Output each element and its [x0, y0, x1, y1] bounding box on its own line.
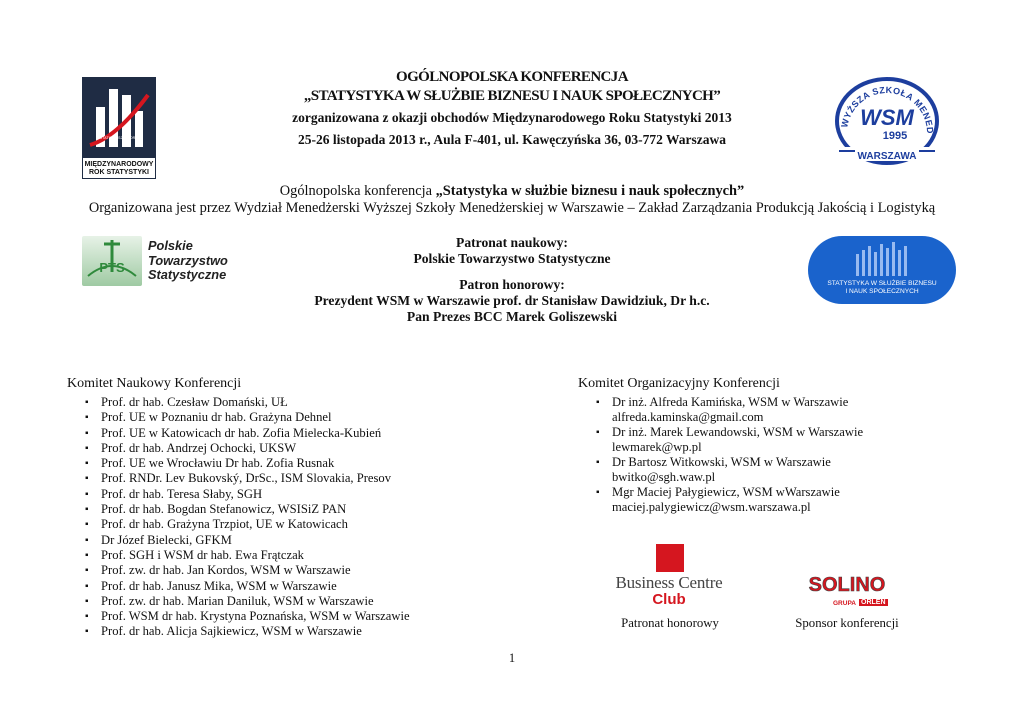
list-item: ▪ Prof. UE we Wrocławiu Dr hab. Zofia Rusnak: [67, 456, 507, 471]
patrons: [250, 235, 774, 325]
conference-logo: [808, 236, 956, 304]
conference-logo-line2: I NAUK SPOŁECZNYCH: [845, 288, 919, 295]
list-item: ▪ Prof. dr hab. Bogdan Stefanowicz, WSISiZ PAN: [67, 502, 507, 517]
member-name: Dr inż. Alfreda Kamińska, WSM w Warszawie: [612, 395, 849, 409]
pts-letters: PTS: [99, 260, 125, 275]
list-item: ▪ Prof. RNDr. Lev Bukovský, DrSc., ISM Slovakia, Presov: [67, 471, 507, 486]
list-item: ▪ Prof. UE w Katowicach dr hab. Zofia Mielecka-Kubień: [67, 426, 507, 441]
member-email[interactable]: maciej.palygiewicz@wsm.warszawa.pl: [612, 500, 811, 514]
solino-caption: Sponsor konferencji: [795, 616, 899, 630]
mrs-caption-line2: ROK STATYSTYKI: [88, 169, 150, 176]
list-item: [578, 455, 938, 485]
honorary-patron-2: Pan Prezes BCC Marek Goliszewski: [406, 309, 618, 324]
member-name: Dr Bartosz Witkowski, WSM w Warszawie: [612, 455, 831, 469]
member-name: Mgr Maciej Pałygiewicz, WSM wWarszawie: [612, 485, 840, 499]
intro: [60, 183, 964, 217]
honorary-patron-1: Prezydent WSM w Warszawie prof. dr Stanisław Dawidziuk, Dr h.c.: [314, 293, 710, 308]
bcc-logo: [607, 544, 731, 612]
list-item: ▪ Prof. dr hab. Czesław Domański, UŁ: [67, 395, 507, 410]
wsm-city: WARSZAWA: [857, 151, 917, 162]
list-item: [578, 395, 938, 425]
scientific-committee-title: Komitet Naukowy Konferencji: [67, 376, 242, 391]
organizing-committee-list: [578, 395, 938, 515]
pts-line3: Statystyczne: [148, 267, 227, 282]
wsm-arc-text: WYŻSZA SZKOŁA MENED: [839, 84, 936, 135]
intro-line1: [60, 183, 964, 200]
conference-logo-caption: [808, 280, 956, 296]
pts-name: [148, 239, 228, 283]
scientific-patron-label: Patronat naukowy:: [456, 235, 568, 250]
member-email[interactable]: bwitko@sgh.waw.pl: [612, 470, 716, 484]
bcc-red-square: [656, 544, 684, 572]
scientific-committee: [67, 375, 507, 640]
list-item: ▪ Prof. SGH i WSM dr hab. Ewa Frątczak: [67, 548, 507, 563]
list-item: ▪ Prof. zw. dr hab. Jan Kordos, WSM w Warszawie: [67, 563, 507, 578]
solino-grupa: GRUPA: [833, 600, 856, 607]
solino-name: SOLINO: [808, 574, 886, 596]
list-item: ▪ Prof. dr hab. Janusz Mika, WSM w Warszawie: [67, 579, 507, 594]
page-header: [210, 68, 814, 150]
member-name: Dr inż. Marek Lewandowski, WSM w Warszawie: [612, 425, 864, 439]
organizing-committee: [578, 375, 938, 515]
list-item: ▪ Prof. zw. dr hab. Marian Daniluk, WSM w Warszawie: [67, 594, 507, 609]
conference-logo-line1: STATYSTYKA W SŁUŻBIE BIZNESU: [827, 280, 937, 287]
wsm-logo: [833, 73, 941, 167]
international-year-of-statistics-logo: [82, 77, 156, 179]
list-item: ▪ Prof. UE w Poznaniu dr hab. Grażyna Dehnel: [67, 410, 507, 425]
mrs-caption-box: [82, 157, 156, 179]
list-item: ▪ Prof. dr hab. Grażyna Trzpiot, UE w Katowicach: [67, 517, 507, 532]
bar-chart-icon: [808, 236, 956, 280]
intro-prefix: Ogólnopolska konferencja: [279, 183, 436, 199]
bcc-club: Club: [652, 591, 686, 608]
pts-line1: Polskie: [148, 238, 193, 253]
buildings-icon: [82, 77, 156, 157]
intro-title: „Statystyka w służbie biznesu i nauk społecznych”: [435, 183, 745, 199]
list-item: ▪ Dr Józef Bielecki, GFKM: [67, 533, 507, 548]
wsm-mark: WSM: [860, 105, 914, 130]
pts-logo: [82, 236, 234, 286]
mrs-website: STATISTICS2013.ORG: [99, 136, 139, 140]
list-item: ▪ Prof. dr hab. Alicja Sajkiewicz, WSM w Warszawie: [67, 624, 507, 639]
solino-orlen: ORLEN: [861, 599, 886, 606]
list-item: ▪ Prof. dr hab. Andrzej Ochocki, UKSW: [67, 441, 507, 456]
organizing-committee-title: Komitet Organizacyjny Konferencji: [578, 376, 780, 391]
list-item: [578, 485, 938, 515]
conference-title: „STATYSTYKA W SŁUŻBIE BIZNESU I NAUK SPOŁECZNYCH”: [303, 88, 721, 104]
wsm-year: 1995: [882, 130, 908, 142]
scientific-patron-name: Polskie Towarzystwo Statystyczne: [413, 251, 611, 266]
member-email[interactable]: alfreda.kaminska@gmail.com: [612, 410, 764, 424]
list-item: ▪ Prof. WSM dr hab. Krystyna Poznańska, WSM w Warszawie: [67, 609, 507, 624]
member-email[interactable]: lewmarek@wp.pl: [612, 440, 702, 454]
honorary-patron-label: Patron honorowy:: [459, 277, 565, 292]
bcc-name: Business Centre: [615, 573, 723, 592]
mrs-caption-line1: MIĘDZYNARODOWY: [84, 161, 154, 168]
conference-date-venue: 25-26 listopada 2013 r., Aula F-401, ul. Kawęczyńska 36, 03-772 Warszawa: [298, 132, 726, 147]
conference-occasion: zorganizowana z okazji obchodów Międzynarodowego Roku Statystyki 2013: [292, 110, 732, 125]
intro-organizer: Organizowana jest przez Wydział Menedżerski Wyższej Szkoły Menedżerskiej w Warszawie – Zakład Zarządzania Produkcją Jakością i Logistyką: [88, 200, 936, 216]
bcc-caption: Patronat honorowy: [621, 616, 719, 630]
conference-heading: OGÓLNOPOLSKA KONFERENCJA: [396, 69, 628, 85]
solino-logo: [799, 574, 895, 614]
list-item: [578, 425, 938, 455]
page-number: 1: [508, 651, 516, 665]
list-item: ▪ Prof. dr hab. Teresa Słaby, SGH: [67, 487, 507, 502]
pts-line2: Towarzystwo: [148, 252, 228, 268]
scientific-committee-list: [67, 395, 507, 640]
pts-emblem: [82, 236, 142, 286]
